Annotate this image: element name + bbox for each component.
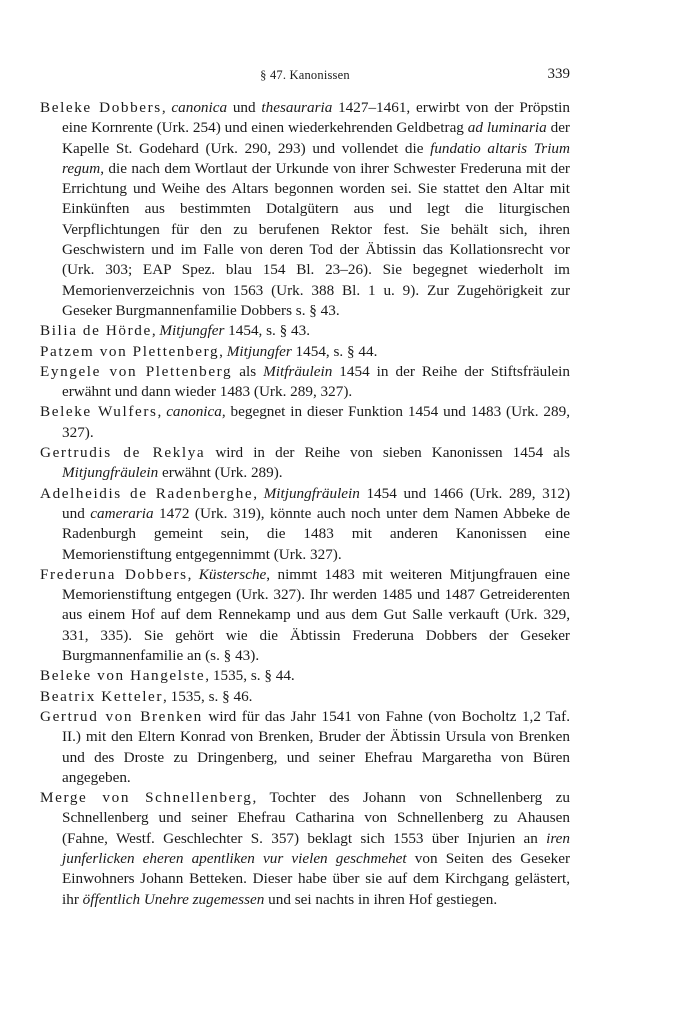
- entry-text: der Kapelle St. Godehard (Urk. 290, 293) und vollendet die: [62, 119, 570, 157]
- entry-italic-term: iren junferlicken eheren apentliken vur vielen geschmehet: [62, 829, 570, 867]
- entry-italic-term: Mitfräulein: [263, 362, 333, 380]
- entry-name: Gertrud von Brenken: [40, 707, 203, 725]
- entry-name: Beleke Wulfers: [40, 403, 158, 421]
- entry-text: ,: [219, 342, 227, 360]
- entry-text: 1454, s. § 43.: [224, 322, 311, 340]
- entry-text: 1454 in der Reihe der Stiftsfräulein erwähnt und dann wieder 1483 (Urk. 289, 327).: [62, 362, 570, 401]
- running-title: § 47. Kanonissen: [260, 68, 350, 82]
- entry-text: ,: [161, 99, 172, 116]
- entry-name: Merge von Schnellenberg: [40, 789, 253, 807]
- entry: [40, 707, 570, 788]
- entry: [40, 342, 570, 362]
- page-number: 339: [547, 66, 570, 82]
- entry-name: Bilia de Hörde: [40, 322, 152, 340]
- entry-italic-term: canonica: [166, 403, 222, 421]
- entry-italic-term: canonica: [171, 99, 228, 116]
- entry-italic-term: fundatio altaris Trium regum: [62, 139, 570, 177]
- entry-italic-term: Mitjungfräulein: [62, 464, 159, 482]
- entry-text: , 1535, s. § 44.: [205, 667, 295, 685]
- entry: [40, 666, 570, 686]
- entry-text: als: [232, 362, 264, 380]
- entry: [40, 565, 570, 666]
- entry-text: und: [227, 99, 262, 116]
- entry: [40, 687, 570, 707]
- entry-text: erwähnt (Urk. 289).: [158, 464, 283, 482]
- entry: [40, 788, 570, 910]
- entry-text: von Seiten des Geseker Einwohners Johann Betteken. Dieser habe über sie auf dem Kirchgang gelästert, ihr: [62, 849, 571, 908]
- entry-text: ,: [151, 322, 160, 340]
- entry-text: 1427–1461, erwirbt von der Pröpstin eine Kornrente (Urk. 254) und einen wiederkehrenden Geldbetrag: [62, 99, 571, 137]
- entry: [40, 443, 570, 484]
- entry-text: und sei nachts in ihren Hof gestiegen.: [264, 890, 498, 908]
- entry-name: Gertrudis de Reklya: [40, 444, 206, 462]
- entry-name: Adelheidis de Radenberghe: [40, 484, 254, 502]
- entry-text: ,: [187, 565, 199, 583]
- entry-italic-term: cameraria: [90, 504, 154, 522]
- entry: [40, 484, 570, 565]
- entry-name: Beatrix Ketteler: [40, 687, 164, 705]
- entry-name: Beleke von Hangelste: [40, 667, 206, 685]
- entry-text: , nimmt 1483 mit weiteren Mitjungfrauen eine Memorienstiftung entgegen (Urk. 327). Ihr werden 1485 und 1487 Getreiderenten aus einem Hof auf dem Rennekamp und aus dem Gut Salle verkauft (Urk. 329, 331, 335). Sie gehört wie die Äbtissin Frederuna Dobbers der Geseker Burgmannenfamilie an (s. § 43).: [62, 565, 570, 665]
- page-header: [40, 66, 570, 86]
- entry: [40, 321, 570, 341]
- entry-italic-term: ad luminaria: [467, 119, 547, 137]
- entry-name: Eyngele von Plettenberg: [40, 362, 233, 380]
- entry-name: Patzem von Plettenberg: [40, 342, 220, 360]
- entry-text: 1472 (Urk. 319), könnte auch noch unter dem Namen Abbeke de Radenburgh gemeint sein, die 1483 mit anderen Kanonissen eine Memorienstiftung entgegennimmt (Urk. 327).: [62, 504, 570, 563]
- entry-text: 1454 und 1466 (Urk. 289, 312) und: [62, 484, 571, 522]
- entry-text: , Tochter des Johann von Schnellenberg zu Schnellenberg und seiner Ehefrau Catharina von Schnellenberg zu Ahausen (Fahne, Westf. Geschlechter S. 357) beklagt sich 1553 über Injurien an: [62, 789, 570, 847]
- entry-text: ,: [253, 484, 264, 502]
- entry-italic-term: Mitjungfräulein: [263, 484, 360, 502]
- entry: [40, 362, 570, 403]
- entry-italic-term: öffentlich Unehre zugemessen: [82, 890, 265, 908]
- entry: [40, 98, 570, 321]
- entry-text: , die nach dem Wortlaut der Urkunde von ihrer Schwester Frederuna mit der Errichtung und Weihe des Altars begonnen worden sei. Sie stattet den Altar mit Einkünften aus bestimmten Dotalgütern aus und legt die liturgischen Verpflichtungen für den zu berufenen Rektor fest. Sie behält sich, ihren Geschwistern und im Falle von deren Tod der Äbtissin das Kollationsrecht vor (Urk. 303; EAP Spez. blau 154 Bl. 23–26). Sie begegnet wiederholt im Memorienverzeichnis von 1563 (Urk. 388 Bl. 1 u. 9). Zur Zugehörigkeit zur Geseker Burgmannenfamilie Dobbers s. § 43.: [62, 159, 570, 319]
- entry-name: Frederuna Dobbers: [40, 565, 188, 583]
- entry-italic-term: Mitjungfer: [226, 342, 292, 360]
- entry-italic-term: Mitjungfer: [159, 322, 225, 340]
- entry-italic-term: Küstersche: [198, 565, 267, 583]
- entry-text: ,: [157, 403, 167, 421]
- canoness-entries: [40, 98, 570, 910]
- entry-text: wird in der Reihe von sieben Kanonissen 1454 als: [205, 444, 570, 462]
- entry-text: , begegnet in dieser Funktion 1454 und 1483 (Urk. 289, 327).: [62, 403, 570, 441]
- entry-name: Beleke Dobbers: [40, 99, 162, 116]
- entry-text: wird für das Jahr 1541 von Fahne (von Bocholtz 1,2 Taf. II.) mit den Eltern Konrad von Brenken, Bruder der Äbtissin Ursula von Brenken und des Droste zu Dringenberg, und seiner Ehefrau Margaretha von Büren angegeben.: [62, 707, 570, 786]
- entry-text: 1454, s. § 44.: [291, 342, 378, 360]
- entry: [40, 402, 570, 443]
- entry-text: , 1535, s. § 46.: [163, 687, 253, 705]
- entry-italic-term: thesauraria: [261, 99, 333, 116]
